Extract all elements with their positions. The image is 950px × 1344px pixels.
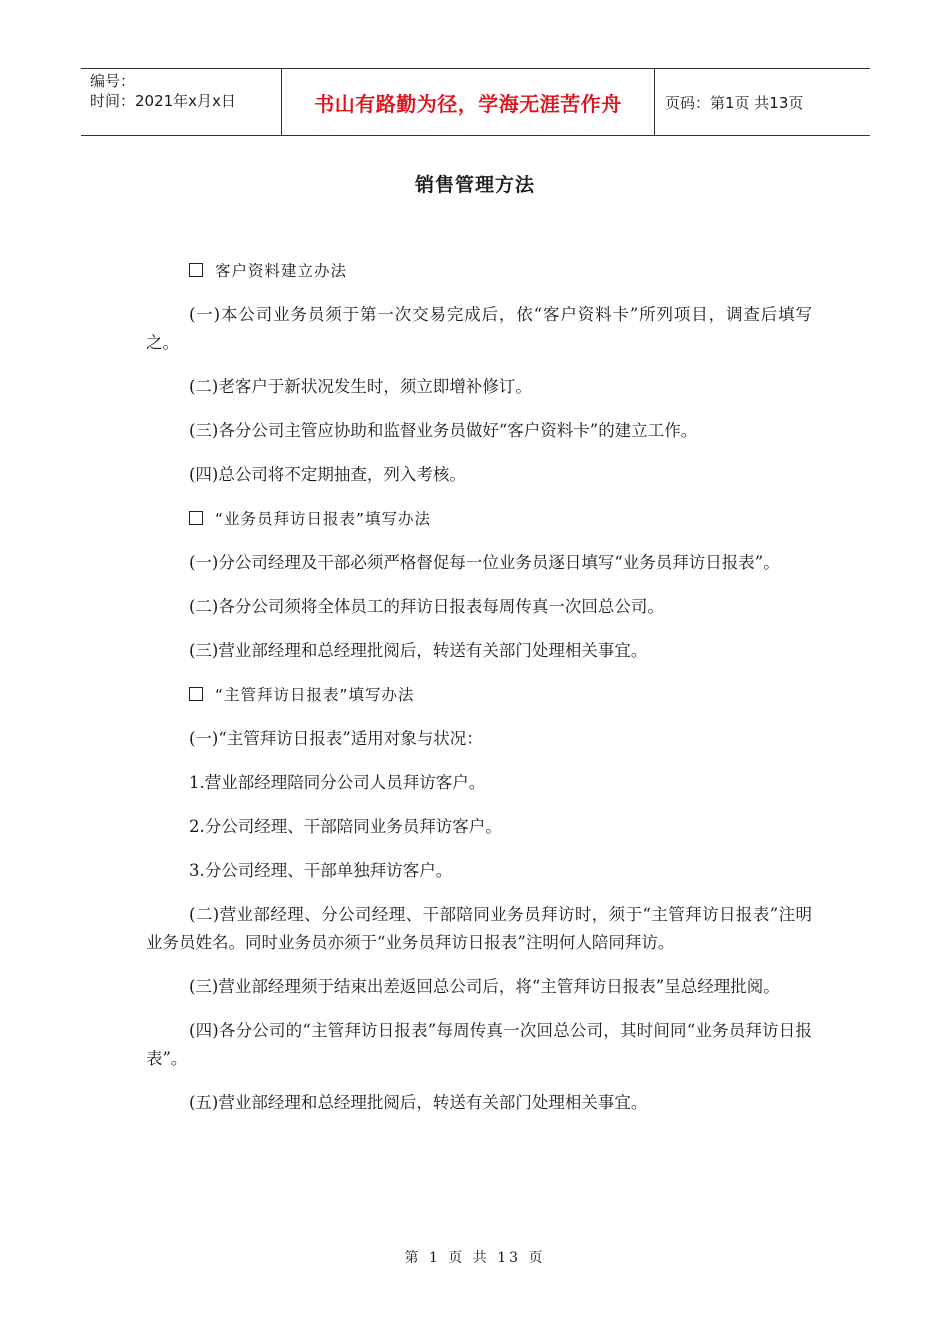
section-heading-text: “业务员拜访日报表”填写办法 <box>215 510 432 528</box>
paragraph: (一)分公司经理及干部必须严格督促每一位业务员逐日填写“业务员拜访日报表”。 <box>189 553 780 572</box>
paragraph: (二)老客户于新状况发生时，须立即增补修订。 <box>189 377 532 396</box>
checkbox-square-icon <box>189 511 203 525</box>
page-footer: 第 1 页 共 13 页 <box>404 1250 546 1266</box>
paragraph: (五)营业部经理和总经理批阅后，转送有关部门处理相关事宜。 <box>189 1093 648 1112</box>
paragraph: (二)营业部经理、分公司经理、干部陪同业务员拜访时，须于“主管拜访日报表”注明业务员姓名。同时业务员亦须于“业务员拜访日报表”注明何人陪同拜访。 <box>146 905 812 952</box>
document-body <box>146 257 812 1133</box>
header-meta <box>90 71 280 111</box>
paragraph: (四)总公司将不定期抽查，列入考核。 <box>189 465 466 484</box>
paragraph: 3.分公司经理、干部单独拜访客户。 <box>189 861 453 880</box>
header-divider <box>654 69 655 135</box>
section-heading-text: 客户资料建立办法 <box>215 262 348 280</box>
paragraph: (三)各分公司主管应协助和监督业务员做好“客户资料卡”的建立工作。 <box>189 421 698 440</box>
paragraph: (三)营业部经理和总经理批阅后，转送有关部门处理相关事宜。 <box>189 641 648 660</box>
paragraph: (二)各分公司须将全体员工的拜访日报表每周传真一次回总公司。 <box>189 597 664 616</box>
document-title: 销售管理方法 <box>414 174 535 196</box>
section-heading <box>146 505 812 533</box>
checkbox-square-icon <box>189 687 203 701</box>
paragraph: (一)本公司业务员须于第一次交易完成后，依“客户资料卡”所列项目，调查后填写之。 <box>146 305 812 352</box>
document-header <box>81 68 870 136</box>
checkbox-square-icon <box>189 263 203 277</box>
paragraph: 2.分公司经理、干部陪同业务员拜访客户。 <box>189 817 502 836</box>
document-time-label: 时间：2021年x月x日 <box>90 92 236 110</box>
document-number-label: 编号： <box>90 72 136 90</box>
section-heading <box>146 681 812 709</box>
paragraph: (三)营业部经理须于结束出差返回总公司后，将“主管拜访日报表”呈总经理批阅。 <box>189 977 780 996</box>
paragraph: 1.营业部经理陪同分公司人员拜访客户。 <box>189 773 486 792</box>
paragraph: (四)各分公司的“主管拜访日报表”每周传真一次回总公司，其时间同“业务员拜访日报表”。 <box>146 1021 812 1068</box>
header-page-info: 页码：第1页 共13页 <box>665 93 804 112</box>
header-motto: 书山有路勤为径，学海无涯苦作舟 <box>314 91 622 116</box>
paragraph: (一)“主管拜访日报表”适用对象与状况： <box>189 729 483 748</box>
section-heading-text: “主管拜访日报表”填写办法 <box>215 686 415 704</box>
section-heading <box>146 257 812 285</box>
